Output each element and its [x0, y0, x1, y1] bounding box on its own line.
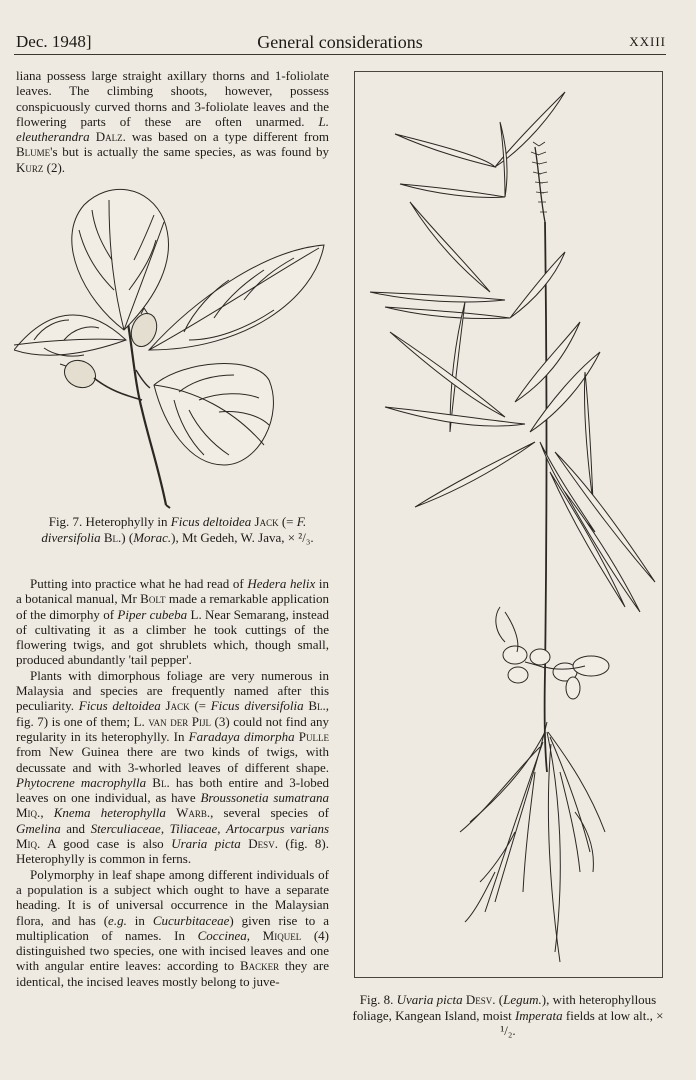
- figure-8-frame: [354, 71, 663, 978]
- figure-8-caption: Fig. 8. Uvaria picta Desv. (Legum.), with heterophyllous foliage, Kangean Island, moist Imperata fields at low alt., × ¹/₂.: [352, 992, 664, 1038]
- figure-8-uraria-illustration: [355, 72, 662, 977]
- paragraph-polymorphy: Polymorphy in leaf shape among different individuals of a population is a subject which ought to have a separate heading. It is of universal occurrence in the Malaysian flora, and has (e.g. in Cucurbitaceae) given rise to a multiplication of names. In Coccinea, Miquel (4) distinguished two species, one with incised leaves and one with angular entire leaves: according to Backer they are identical, the incised leaves mostly belong to juve-: [16, 866, 330, 989]
- paragraph-piper: Putting into practice what he had read of Hedera helix in a botanical manual, Mr Bolt made a remarkable application of the dimorphy of Piper cubeba L. Near Semarang, instead of cultivating it as a climber he took cuttings of the flowering twigs, and got shrublets which, though small, produced abundantly 'tail pepper'.: [16, 576, 330, 668]
- header-title: General considerations: [257, 32, 423, 52]
- paragraph-dimorphous: Plants with dimorphous foliage are very numerous in Malaysia and species are frequently named after this peculiarity. Ficus deltoidea Jack (= Ficus diversifolia Bl., fig. 7) is one of them; L. van der Pijl (3) could not find any regularity in its heterophylly. In Faradaya dimorpha Pulle from New Guinea there are two kinds of twigs, with decussate and with 3-whorled leaves of different shape. Phytocrene macrophylla Bl. has both entire and 3-lobed leaves on one individual, as have Broussonetia sumatrana Miq., Knema heterophylla Warb., several species of Gmelina and Sterculiaceae, Tiliaceae, Artocarpus varians Miq. A good case is also Uraria picta Desv. (fig. 8). Heterophylly is common in ferns.: [16, 667, 330, 867]
- header-date: Dec. 1948]: [16, 32, 92, 51]
- paragraph-liana: liana possess large straight axillary thorns and 1-foliolate leaves. The climbing shoots, however, possess conspicuously curved thorns and 3-foliolate leaves and the flowering parts of these are often unarmed. L. eleutherandra Dalz. was based on a type different from Blume's but is actually the same species, as was found by Kurz (2).: [16, 68, 329, 175]
- figure-7-ficus-illustration: [14, 180, 334, 510]
- left-column-body-text: [16, 576, 329, 989]
- left-column-top-text: [16, 68, 329, 175]
- running-header: [14, 30, 666, 55]
- figure-7-caption: Fig. 7. Heterophylly in Ficus deltoidea Jack (= F. diversifolia Bl.) (Morac.), Mt Gedeh, W. Java, × ²/₃.: [41, 514, 314, 545]
- header-page-number: XXIII: [629, 34, 666, 49]
